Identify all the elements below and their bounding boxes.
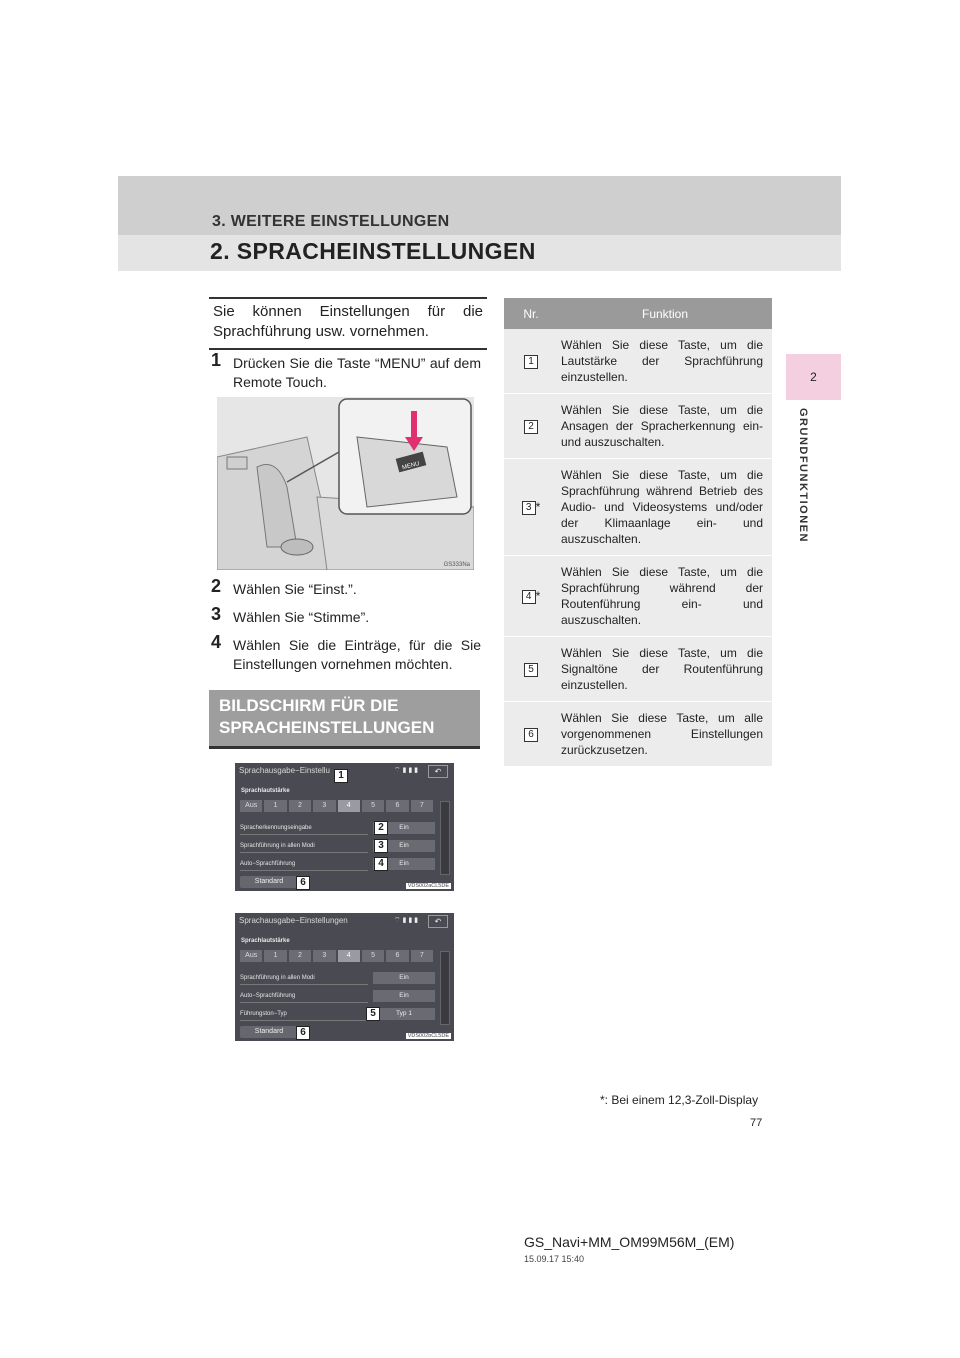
callout-4: 4 — [374, 857, 388, 871]
row-number: 3 — [522, 501, 536, 515]
screen-code: VDS002aCL5DE — [407, 883, 449, 889]
volume-option[interactable]: 3 — [313, 800, 335, 812]
step-text: Wählen Sie “Einst.”. — [233, 581, 357, 597]
chapter-tab-number: 2 — [786, 354, 841, 400]
volume-option[interactable]: 6 — [386, 950, 408, 962]
screen-code: VDS002bCL5DE — [407, 1033, 449, 1039]
row-number-cell — [504, 459, 558, 556]
standard-button[interactable]: Standard — [240, 876, 298, 888]
volume-option[interactable]: 7 — [411, 950, 433, 962]
heading-line-2: SPRACHEINSTELLUNGEN — [219, 718, 435, 737]
step-text: Wählen Sie die Einträge, für die Sie Einstellungen vornehmen möchten. — [233, 637, 481, 672]
table-row — [504, 329, 772, 394]
table-row — [504, 702, 772, 767]
function-table — [504, 298, 772, 767]
callout-6: 6 — [296, 876, 310, 890]
volume-option-selected[interactable]: 4 — [338, 800, 360, 812]
row-function-text: Wählen Sie diese Taste, um die Sprachführung während Betrieb des Audio- und Videosystems und/oder der Klimaanlage ein- und auszuschalten. — [558, 459, 772, 556]
volume-label: Sprachlautstärke — [241, 938, 290, 944]
table-row — [504, 459, 772, 556]
figure-code: GS333Na — [443, 562, 470, 568]
row-number-cell — [504, 637, 558, 702]
menu-button-label: MENU — [401, 460, 421, 472]
step-4 — [211, 632, 481, 674]
row-number-cell — [504, 394, 558, 459]
table-row — [504, 556, 772, 637]
row-number-cell — [504, 329, 558, 394]
setting-row-value[interactable]: Ein — [373, 822, 435, 834]
row-function-text: Wählen Sie diese Taste, um die Signaltöne der Routenführung einzustellen. — [558, 637, 772, 702]
step-3 — [211, 604, 481, 627]
row-number: 2 — [524, 420, 538, 434]
footer-date: 15.09.17 15:40 — [524, 1254, 585, 1264]
volume-selector — [240, 800, 433, 812]
column-header-nr: Nr. — [504, 298, 558, 329]
status-icons: ⌔ ▮ ▮ ▮ — [394, 767, 418, 774]
remote-touch-photo — [217, 397, 474, 570]
step-number: 2 — [211, 576, 222, 596]
intro-text: Sie können Einstellungen für die Sprachführung usw. vornehmen. — [209, 297, 487, 350]
row-function-text: Wählen Sie diese Taste, um die Ansagen der Spracherkennung ein- und auszuschalten. — [558, 394, 772, 459]
setting-row-label[interactable]: Auto−Sprachführung — [240, 858, 368, 871]
volume-option[interactable]: 5 — [362, 800, 384, 812]
volume-option[interactable]: 2 — [289, 950, 311, 962]
volume-option[interactable]: 1 — [264, 800, 286, 812]
table-header-row — [504, 298, 772, 329]
callout-5: 5 — [366, 1007, 380, 1021]
volume-option[interactable]: Aus — [240, 800, 262, 812]
table-row — [504, 637, 772, 702]
volume-label: Sprachlautstärke — [241, 788, 290, 794]
setting-row-value[interactable]: Typ 1 — [373, 1008, 435, 1020]
row-number: 4 — [522, 590, 536, 604]
step-number: 1 — [211, 350, 222, 370]
volume-option[interactable]: 1 — [264, 950, 286, 962]
screen-section-heading — [209, 690, 480, 749]
step-1 — [211, 350, 481, 392]
scrollbar[interactable] — [440, 951, 450, 1025]
callout-2: 2 — [374, 821, 388, 835]
back-icon[interactable]: ↶ — [428, 915, 448, 928]
voice-settings-screen-2 — [235, 913, 454, 1041]
setting-row-value[interactable]: Ein — [373, 840, 435, 852]
page-number: 77 — [750, 1117, 763, 1129]
callout-1: 1 — [334, 769, 348, 783]
row-number-cell — [504, 702, 558, 767]
volume-option[interactable]: Aus — [240, 950, 262, 962]
setting-row-label[interactable]: Spracherkennungseingabe — [240, 822, 368, 835]
volume-option-selected[interactable]: 4 — [338, 950, 360, 962]
row-function-text: Wählen Sie diese Taste, um alle vorgenommenen Einstellungen zurückzusetzen. — [558, 702, 772, 767]
setting-row-value[interactable]: Ein — [373, 972, 435, 984]
console-illustration — [217, 397, 474, 570]
callout-3: 3 — [374, 839, 388, 853]
volume-selector — [240, 950, 433, 962]
volume-option[interactable]: 5 — [362, 950, 384, 962]
screen-title: Sprachausgabe−Einstellu — [239, 766, 330, 775]
volume-option[interactable]: 3 — [313, 950, 335, 962]
step-number: 3 — [211, 604, 222, 624]
step-text: Drücken Sie die Taste “MENU” auf dem Remote Touch. — [233, 355, 481, 390]
page-title: 2. SPRACHEINSTELLUNGEN — [210, 238, 536, 264]
row-function-text: Wählen Sie diese Taste, um die Lautstärke der Sprachführung einzustellen. — [558, 329, 772, 394]
standard-button[interactable]: Standard — [240, 1026, 298, 1038]
footer-doc-id: GS_Navi+MM_OM99M56M_(EM) — [524, 1234, 735, 1250]
row-star: * — [535, 500, 541, 514]
step-number: 4 — [211, 632, 222, 652]
volume-option[interactable]: 6 — [386, 800, 408, 812]
status-icons: ⌔ ▮ ▮ ▮ — [394, 917, 418, 924]
setting-row-value[interactable]: Ein — [373, 990, 435, 1002]
back-icon[interactable]: ↶ — [428, 765, 448, 778]
scrollbar[interactable] — [440, 801, 450, 875]
row-number: 1 — [524, 355, 538, 369]
screen-title: Sprachausgabe−Einstellungen — [239, 916, 348, 925]
setting-row-label[interactable]: Auto−Sprachführung — [240, 990, 368, 1003]
step-text: Wählen Sie “Stimme”. — [233, 609, 370, 625]
setting-row-label[interactable]: Führungston−Typ — [240, 1008, 368, 1021]
chapter-tab-label: GRUNDFUNKTIONEN — [797, 408, 809, 543]
row-star: * — [535, 589, 541, 603]
footnote: *: Bei einem 12,3-Zoll-Display — [600, 1093, 759, 1107]
callout-6: 6 — [296, 1026, 310, 1040]
setting-row-label[interactable]: Sprachführung in allen Modi — [240, 840, 368, 853]
table-row — [504, 394, 772, 459]
volume-option[interactable]: 7 — [411, 800, 433, 812]
row-function-text: Wählen Sie diese Taste, um die Sprachführung während der Routenführung ein- und auszuschalten. — [558, 556, 772, 637]
setting-row-label[interactable]: Sprachführung in allen Modi — [240, 972, 368, 985]
setting-row-value[interactable]: Ein — [373, 858, 435, 870]
step-2 — [211, 576, 481, 599]
column-header-function: Funktion — [558, 298, 772, 329]
heading-line-1: BILDSCHIRM FÜR DIE — [219, 696, 399, 715]
row-number: 5 — [524, 663, 538, 677]
section-heading: 3. WEITERE EINSTELLUNGEN — [212, 213, 450, 230]
row-number-cell — [504, 556, 558, 637]
row-number: 6 — [524, 728, 538, 742]
volume-option[interactable]: 2 — [289, 800, 311, 812]
